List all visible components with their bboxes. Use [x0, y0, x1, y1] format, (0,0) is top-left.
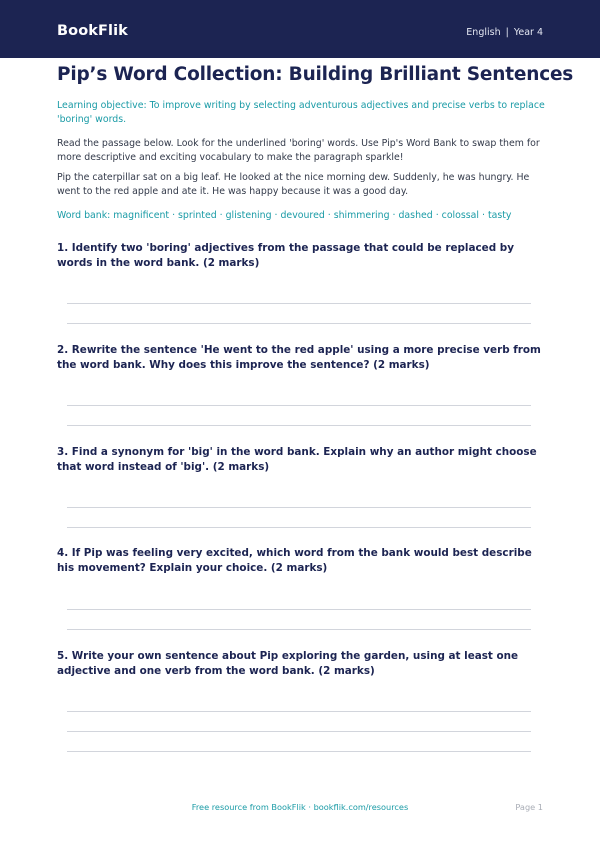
answer-line[interactable] — [67, 629, 531, 630]
answer-line[interactable] — [67, 405, 531, 406]
meta-separator: | — [505, 27, 509, 38]
answer-line[interactable] — [67, 425, 531, 426]
question-1: 1. Identify two 'boring' adjectives from the passage that could be replaced by words in the word bank. (2 marks) — [57, 242, 514, 269]
answer-line[interactable] — [67, 527, 531, 528]
answer-line[interactable] — [67, 751, 531, 752]
question-5: 5. Write your own sentence about Pip exploring the garden, using at least one adjective and one verb from the word bank. (2 marks) — [57, 650, 519, 677]
footer-credit[interactable]: Free resource from BookFlik · bookflik.com/resources — [191, 802, 409, 812]
page-number: Page 1 — [515, 802, 543, 812]
brand-logo[interactable]: BookFlik — [57, 23, 128, 39]
subject-label: English — [466, 27, 501, 38]
question-4: 4. If Pip was feeling very excited, which word from the bank would best describe his movement? Explain your choice. (2 marks) — [57, 547, 532, 574]
question-3: 3. Find a synonym for 'big' in the word bank. Explain why an author might choose that word instead of 'big'. (2 marks) — [57, 446, 537, 473]
answer-line[interactable] — [67, 507, 531, 508]
answer-line[interactable] — [67, 609, 531, 610]
passage: Pip the caterpillar sat on a big leaf. He looked at the nice morning dew. Suddenly, he was hungry. He went to the red apple and ate it. He was happy because it was a good day. — [57, 172, 530, 197]
learning-objective: Learning objective: To improve writing by selecting adventurous adjectives and precise verbs to replace 'boring' words. — [57, 100, 545, 125]
year-label: Year 4 — [513, 27, 543, 38]
header-bar — [0, 0, 600, 58]
question-2: 2. Rewrite the sentence 'He went to the red apple' using a more precise verb from the word bank. Why does this improve the sentence? (2 marks) — [57, 344, 541, 371]
subject-year — [466, 27, 543, 38]
word-bank: Word bank: magnificent · sprinted · glistening · devoured · shimmering · dashed · colossal · tasty — [57, 210, 512, 221]
answer-line[interactable] — [67, 303, 531, 304]
answer-line[interactable] — [67, 711, 531, 712]
answer-line[interactable] — [67, 731, 531, 732]
instructions: Read the passage below. Look for the underlined 'boring' words. Use Pip's Word Bank to swap them for more descriptive and exciting vocabulary to make the paragraph sparkle! — [57, 138, 540, 163]
answer-line[interactable] — [67, 323, 531, 324]
page-title: Pip’s Word Collection: Building Brilliant Sentences — [57, 64, 574, 85]
